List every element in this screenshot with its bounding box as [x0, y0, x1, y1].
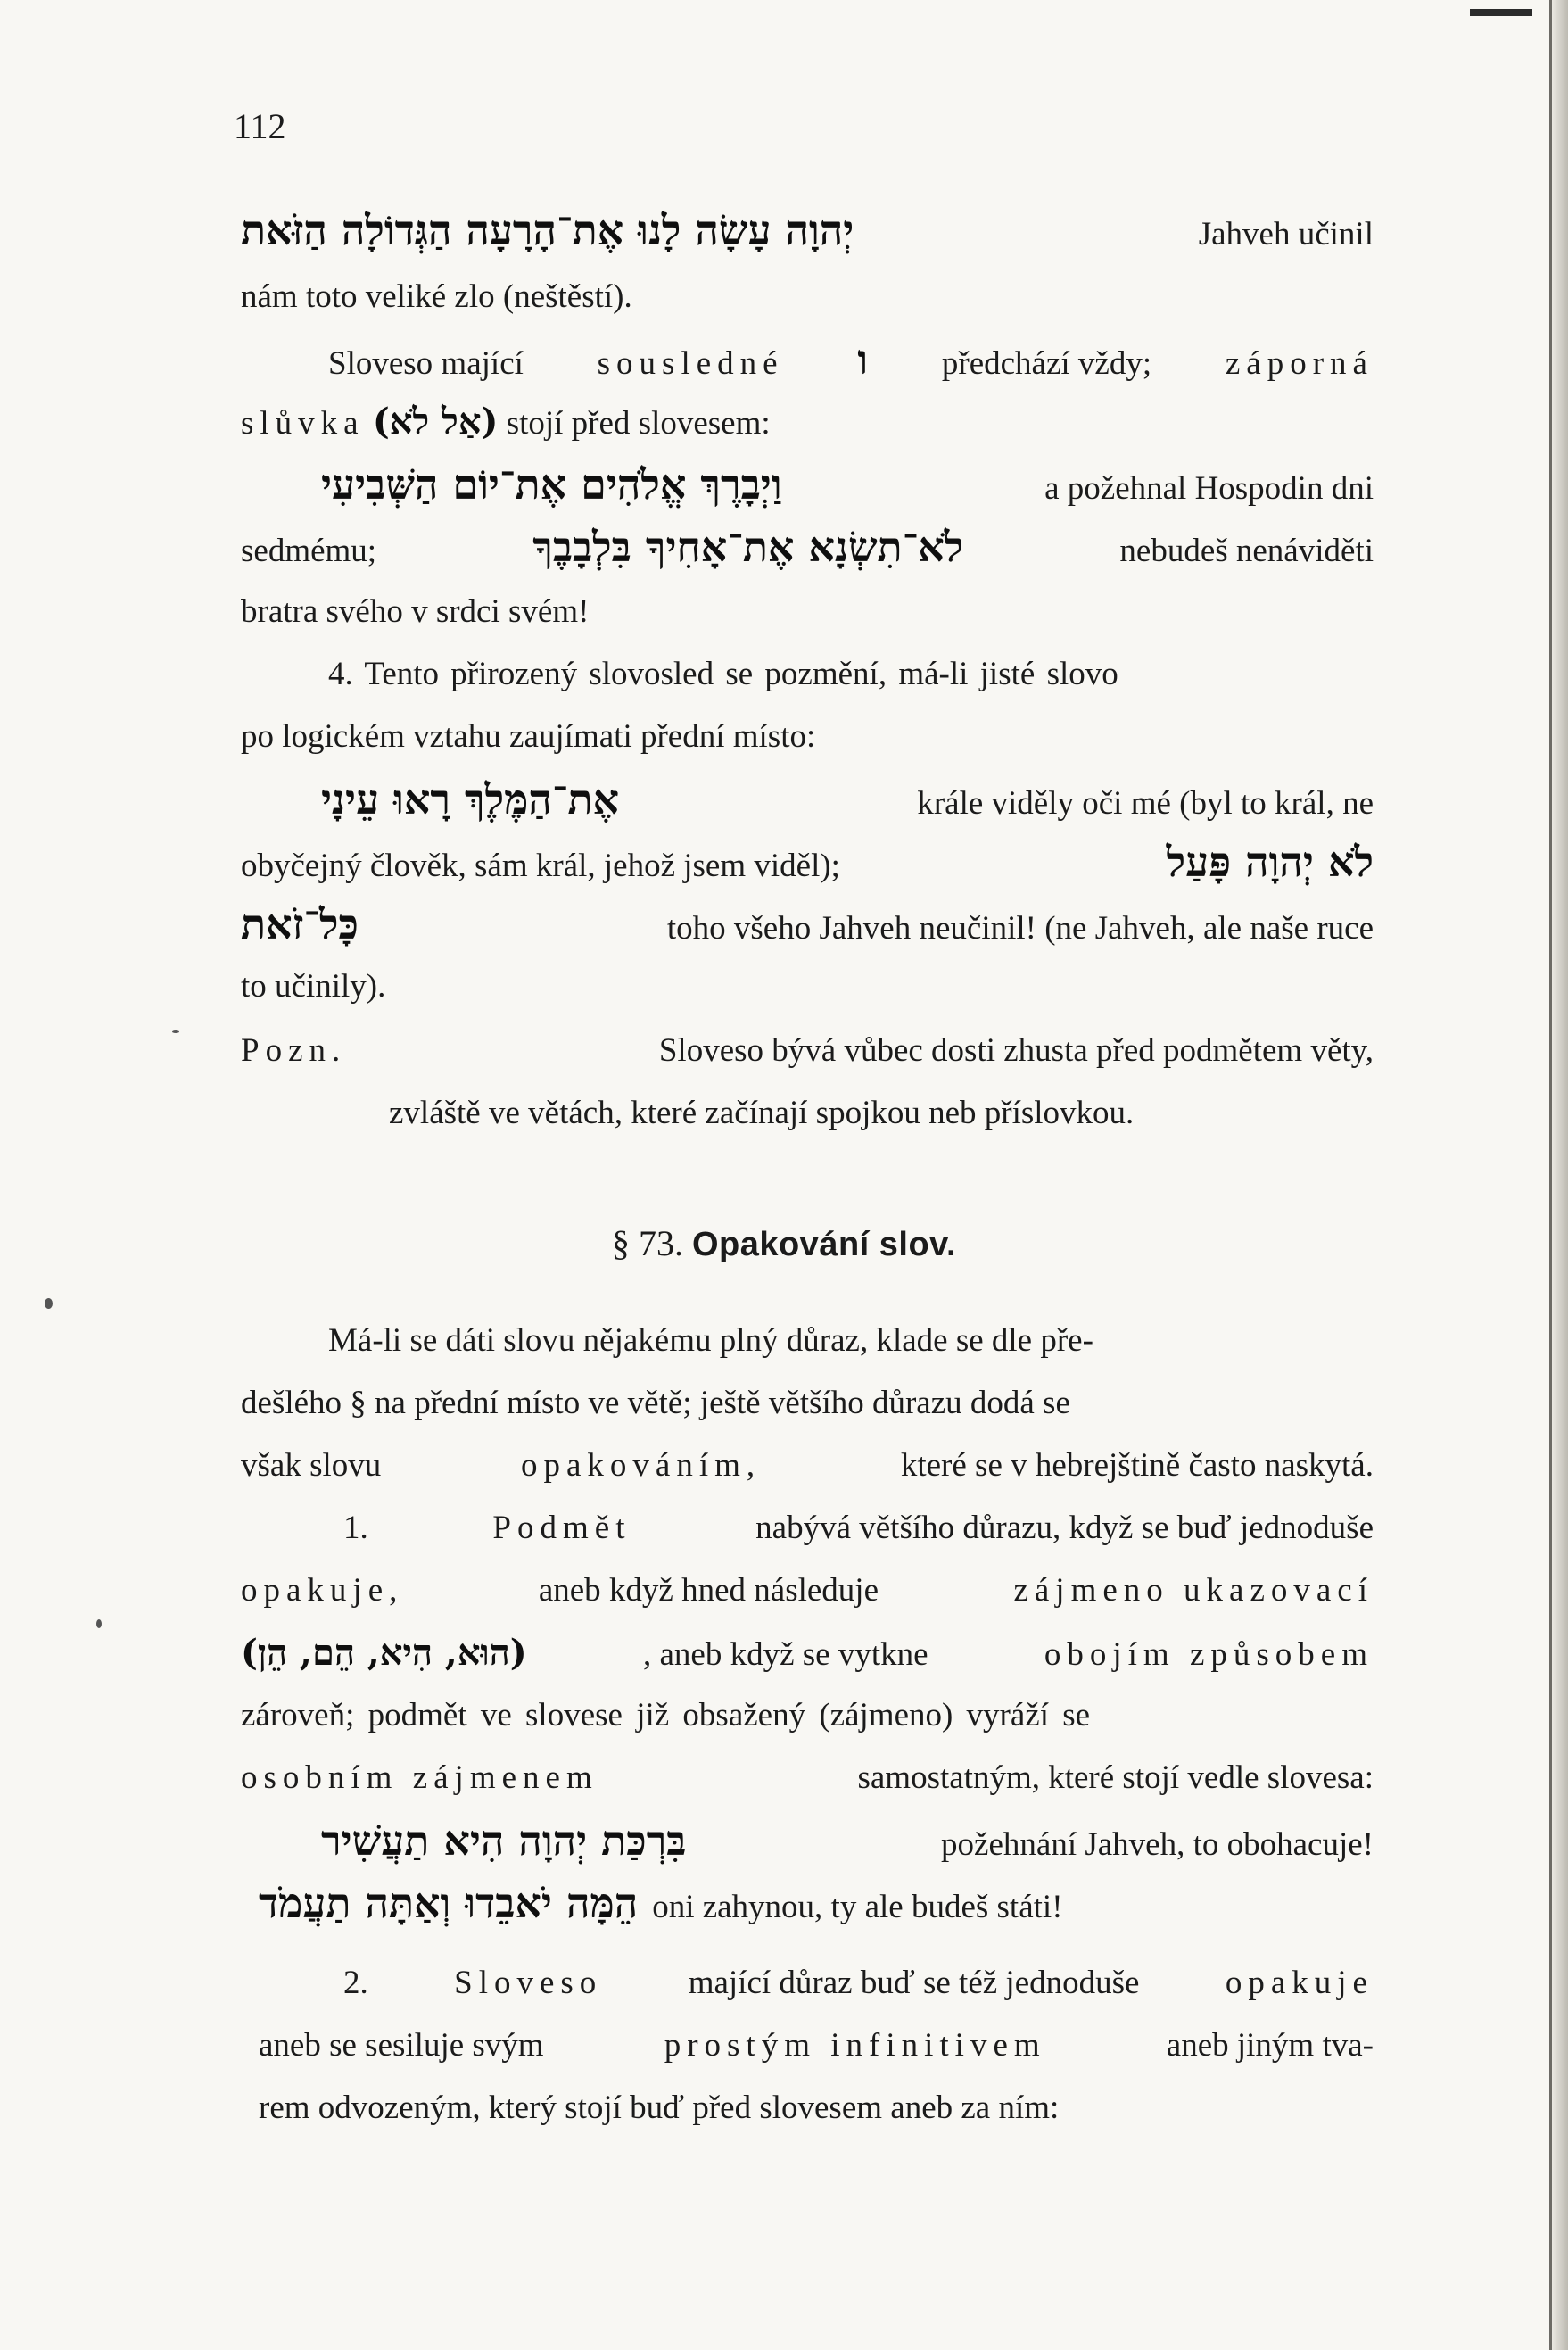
hebrew-text: ו [857, 335, 869, 384]
spaced-text: slůvka [241, 405, 365, 442]
hebrew-text: הֵמָּה יֹאבֵדוּ וְאַתָּה תַעֲמֹד [259, 1879, 639, 1927]
hebrew-text: אֶת־הַמֶּלֶךְ רָאוּ עֵינָי [321, 775, 620, 823]
translation-text: nebudeš nenáviděti [1119, 533, 1374, 569]
spaced-text: obojím způsobem [1044, 1636, 1374, 1673]
text-line: Má-li se dáti slovu nějakému plný důraz, klade se dle pře- [328, 1322, 1093, 1359]
text-line [241, 205, 1374, 260]
translation-text: požehnání Jahveh, to obohacuje! [941, 1826, 1374, 1863]
page-edge-line [1549, 0, 1552, 2350]
text-line [241, 1566, 1374, 1616]
hebrew-text: לֹא־תִשְׂנָא אֶת־אָחִיךָ בִּלְבָבֶךָ [532, 523, 964, 571]
section-title: Opakování slov. [691, 1226, 957, 1263]
spaced-text: záporná [1225, 345, 1374, 382]
translation-text: krále viděly oči mé (byl to král, ne [917, 785, 1374, 822]
scan-speck [172, 1030, 179, 1033]
scan-speck [45, 1298, 53, 1309]
translation-text: toho všeho Jahveh neučinil! (ne Jahveh, ale naše ruce [666, 910, 1374, 947]
text-line [241, 837, 1374, 891]
text-span: nabývá většího důrazu, když se buď jednoduše [755, 1510, 1374, 1546]
spaced-text: sousledné [597, 345, 784, 382]
note-text: Sloveso bývá vůbec dosti zhusta před podmětem věty, [658, 1032, 1374, 1069]
text-line [343, 1503, 1374, 1553]
text-line: to učinily). [241, 968, 386, 1005]
section-number: 73. [638, 1223, 683, 1263]
text-span: stojí před slovesem: [506, 405, 771, 442]
text-span: 1. [343, 1510, 368, 1546]
text-line [343, 1958, 1374, 2008]
hebrew-text: לֹא יְהוָה פָּעַל [1166, 838, 1374, 886]
text-line [259, 1878, 1329, 1932]
text-line [241, 397, 1374, 449]
text-span: sedmému; [241, 533, 377, 569]
text-line: dešlého § na přední místo ve větě; ještě většího důrazu dodá se [241, 1385, 1070, 1421]
translation-text: a požehnal Hospodin dni [1044, 470, 1374, 507]
text-span: aneb když hned následuje [538, 1572, 879, 1609]
text-line: zároveň; podmět ve slovese již obsažený (zájmeno) vyráží se [241, 1697, 1091, 1734]
spaced-text: osobním zájmenem [241, 1759, 598, 1796]
scan-speck [96, 1619, 102, 1628]
translation-text: Jahveh učinil [1198, 216, 1374, 252]
hebrew-text: (אַל לֹא) [372, 401, 499, 443]
hebrew-text: וַיְבָרֶךְ אֱלֹהִים אֶת־יוֹם הַשְּׁבִיעִי [321, 460, 782, 509]
spaced-text: Podmět [492, 1510, 631, 1546]
text-line [241, 522, 1374, 576]
spaced-text: prostým infinitivem [664, 2027, 1046, 2064]
text-line: po logickém vztahu zaujímati přední místo: [241, 718, 816, 755]
note-line: zvláště ve větách, které začínají spojkou neb příslovkou. [389, 1095, 1135, 1131]
text-line [241, 1441, 1374, 1491]
text-line: rem odvozeným, který stojí buď před slovesem aneb za ním: [259, 2089, 1060, 2126]
text-span: které se v hebrejštině často naskytá. [900, 1447, 1374, 1484]
text-line: bratra svého v srdci svém! [241, 593, 590, 630]
page-edge-shadow [1552, 0, 1568, 2350]
text-line [241, 1628, 1374, 1680]
text-line [321, 774, 1374, 829]
text-line: 4. Tento přirozený slovosled se pozmění, má-li jisté slovo [328, 656, 1118, 692]
spaced-text: Sloveso [454, 1965, 603, 2001]
text-span: samostatným, které stojí vedle slovesa: [857, 1759, 1374, 1796]
text-span: 2. [343, 1965, 368, 2001]
note-label: Pozn. [241, 1032, 347, 1069]
text-line [259, 2021, 1374, 2071]
text-span: aneb jiným tva- [1166, 2027, 1374, 2064]
section-symbol: § [611, 1223, 630, 1263]
text-span: mající důraz buď se též jednoduše [688, 1965, 1140, 2001]
translation-text: oni zahynou, ty ale budeš státi! [652, 1889, 1063, 1925]
spaced-text: opakuje [1225, 1965, 1374, 2001]
scan-corner-mark [1470, 9, 1532, 16]
text-line [328, 335, 1374, 389]
spaced-text: opakováním, [520, 1447, 762, 1484]
text-line [241, 1753, 1374, 1803]
hebrew-text: בִּרְכַּת יְהוָה הִיא תַעֲשִׁיר [321, 1816, 687, 1865]
hebrew-text: (הוּא, הִיא, הֵם, הֵן) [241, 1632, 527, 1674]
spaced-text: zájmeno ukazovací [1013, 1572, 1374, 1609]
text-line [321, 1816, 1374, 1870]
text-span: Sloveso mající [328, 345, 524, 382]
hebrew-text: יְהוָה עָשָׂה לָנוּ אֶת־הָרָעָה הַגְּדוֹלָה הַזֹּאת [241, 206, 854, 254]
section-heading [0, 1222, 1568, 1264]
text-span: , aneb když se vytkne [643, 1636, 928, 1673]
hebrew-text: כָּל־זֹאת [241, 900, 359, 948]
text-line [241, 899, 1374, 954]
text-span: aneb se sesiluje svým [259, 2027, 544, 2064]
text-span: předchází vždy; [941, 345, 1152, 382]
text-line [321, 459, 1374, 514]
page-number: 112 [234, 106, 286, 146]
translation-text: obyčejný člověk, sám král, jehož jsem viděl); [241, 848, 840, 884]
note-line [241, 1026, 1374, 1076]
text-line: nám toto veliké zlo (neštěstí). [241, 278, 632, 315]
text-span: však slovu [241, 1447, 382, 1484]
spaced-text: opakuje, [241, 1572, 404, 1609]
